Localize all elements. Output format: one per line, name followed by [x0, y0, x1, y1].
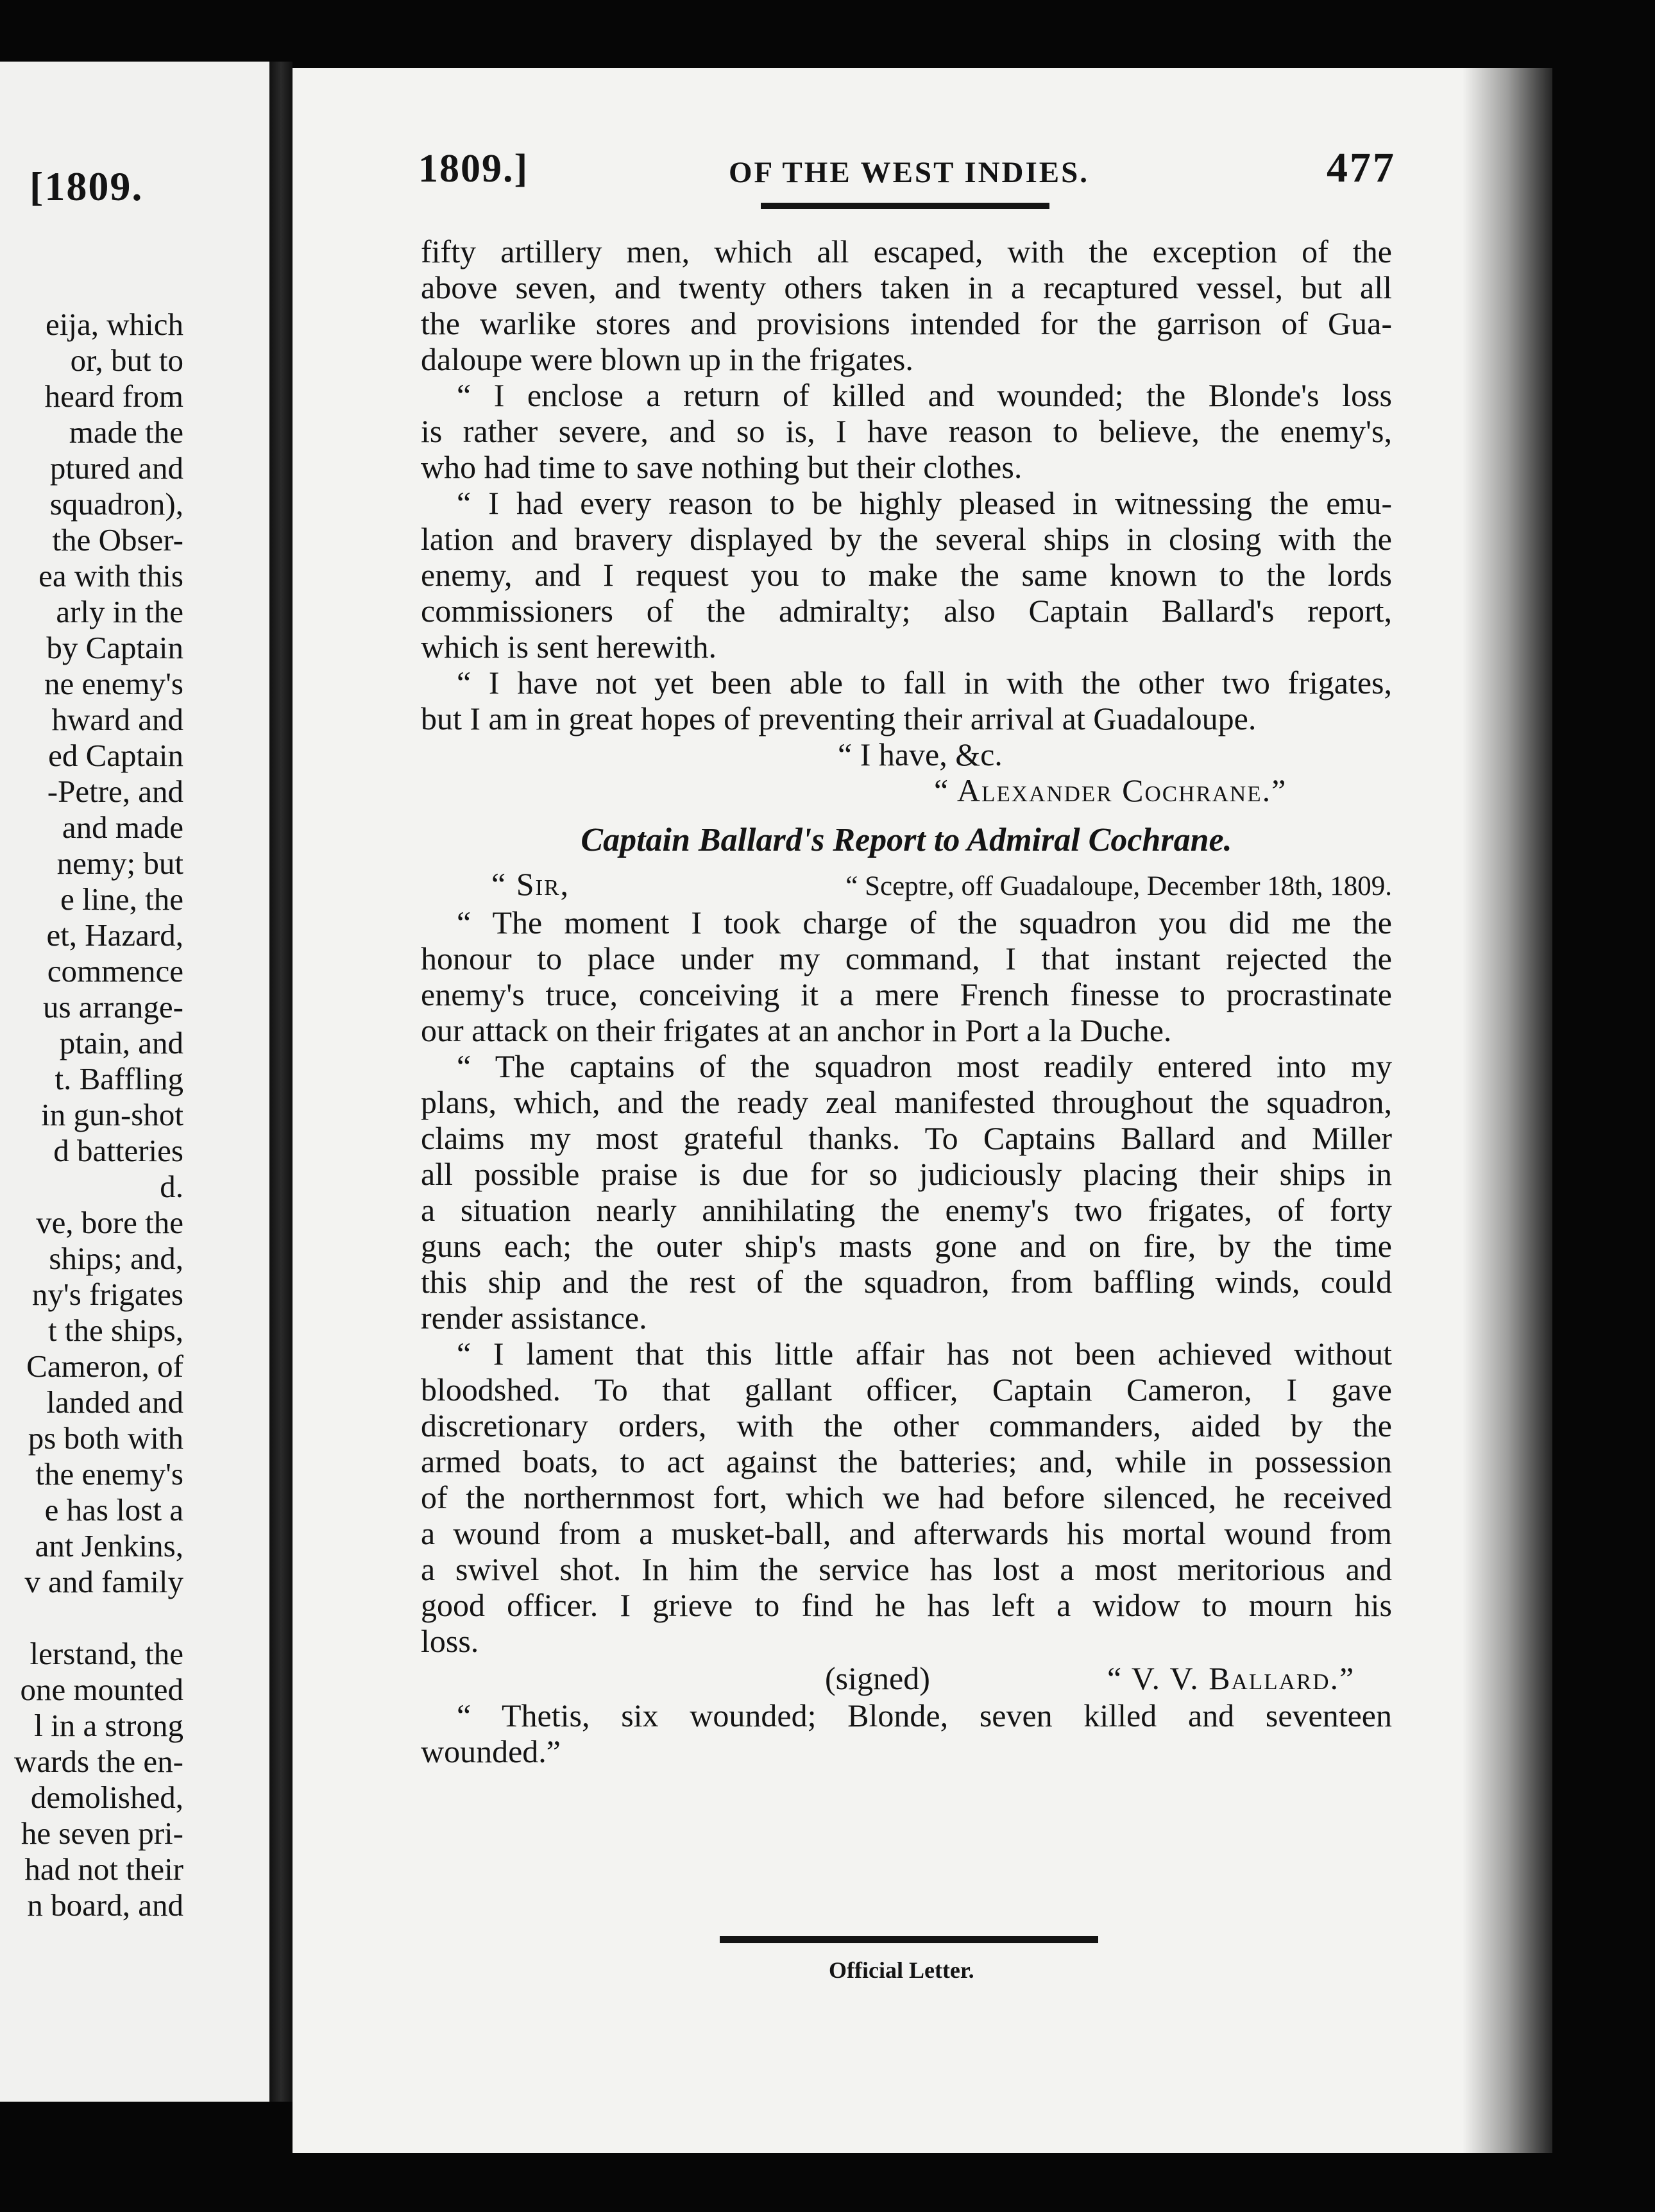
paragraph [421, 485, 1392, 665]
text-line: a situation nearly annihilating the enemy's two frigates, of forty [421, 1192, 1392, 1228]
paragraph [421, 377, 1392, 485]
text-line: by Captain [46, 630, 183, 665]
body-text [421, 234, 1392, 1769]
text-line: enemy, and I request you to make the same known to the lords [421, 557, 1392, 593]
text-line: loss. [421, 1623, 479, 1659]
text-line: honour to place under my command, I that instant rejected the [421, 940, 1392, 976]
text-line: “ Thetis, six wounded; Blonde, seven killed and seventeen [457, 1697, 1392, 1733]
page-edge-shadow [1463, 68, 1552, 2153]
text-line: or, but to [70, 343, 183, 378]
paragraph [421, 1048, 1392, 1336]
text-line: fifty artillery men, which all escaped, with the exception of the [421, 234, 1392, 269]
text-line: armed boats, to act against the batteries; and, while in possession [421, 1443, 1392, 1479]
signature-ballard: “ V. V. Ballard.” [1107, 1660, 1355, 1696]
text-line: heard from [44, 379, 183, 414]
text-line: which is sent herewith. [421, 629, 717, 665]
text-line: this ship and the rest of the squadron, from baffling winds, could [421, 1264, 1392, 1300]
text-line: the enemy's [35, 1456, 183, 1492]
salutation-row [421, 866, 1392, 905]
text-line: nemy; but [56, 846, 183, 881]
text-line: is rather severe, and so is, I have reason to believe, the enemy's, [421, 413, 1392, 449]
text-line: us arrange- [42, 989, 183, 1025]
text-line: “ I have not yet been able to fall in with the other two frigates, [457, 665, 1392, 701]
signed-label: (signed) [825, 1660, 930, 1696]
section-rule [720, 1936, 1098, 1943]
text-line: squadron), [49, 486, 183, 522]
text-line: and made [62, 810, 183, 845]
text-line: our attack on their frigates at an anchor in Port a la Duche. [421, 1012, 1172, 1048]
text-line: plans, which, and the ready zeal manifested throughout the squadron, [421, 1084, 1392, 1120]
text-line: commissioners of the admiralty; also Captain Ballard's report, [421, 593, 1392, 629]
left-page-header: [1809. [30, 164, 144, 209]
text-line: v and family [24, 1564, 183, 1599]
text-line: arly in the [56, 594, 183, 629]
text-line: the Obser- [52, 522, 183, 557]
text-line: e line, the [60, 881, 183, 917]
text-line: bloodshed. To that gallant officer, Captain Cameron, I gave [421, 1372, 1392, 1408]
text-line: Cameron, of [26, 1348, 183, 1384]
text-line: “ I lament that this little affair has not been achieved without [457, 1336, 1392, 1372]
text-line: -Petre, and [47, 774, 183, 809]
text-line: “ I had every reason to be highly pleased in witnessing the emu- [457, 485, 1392, 521]
next-section-label: Official Letter. [829, 1957, 974, 1983]
text-line: l in a strong [34, 1708, 183, 1743]
paragraph [421, 234, 1392, 377]
text-line: landed and [46, 1384, 183, 1420]
text-line: ve, bore the [36, 1205, 183, 1240]
text-line: “ I enclose a return of killed and wounded; the Blonde's loss [457, 377, 1392, 413]
text-line: ships; and, [49, 1241, 183, 1276]
running-title: OF THE WEST INDIES. [729, 156, 1090, 189]
text-line: ptain, and [59, 1025, 183, 1060]
text-line: “ The moment I took charge of the squadron you did me the [457, 905, 1392, 940]
salutation: “ Sir, [491, 866, 570, 902]
text-line: claims my most grateful thanks. To Captains Ballard and Miller [421, 1120, 1392, 1156]
letter-address: “ Sceptre, off Guadaloupe, December 18th, 1809. [845, 871, 1392, 901]
page-number: 477 [1327, 144, 1396, 191]
text-line: demolished, [30, 1780, 183, 1815]
section-heading: Captain Ballard's Report to Admiral Cochrane. [581, 822, 1232, 858]
text-line: of the northernmost fort, which we had before silenced, he received [421, 1479, 1392, 1515]
text-line: “ The captains of the squadron most readily entered into my [457, 1048, 1392, 1084]
text-line: enemy's truce, conceiving it a mere French finesse to procrastinate [421, 976, 1392, 1012]
right-page [293, 68, 1552, 2153]
text-line: wards the en- [14, 1744, 183, 1779]
paragraph [421, 1336, 1392, 1659]
page-year: 1809.] [418, 147, 529, 191]
text-line: e has lost a [44, 1492, 183, 1527]
text-line: a wound from a musket-ball, and afterwards his mortal wound from [421, 1515, 1392, 1551]
letter-closing: “ I have, &c. [838, 736, 1003, 772]
title-rule [761, 203, 1049, 209]
text-line: render assistance. [421, 1300, 647, 1336]
text-line: eija, which [46, 307, 183, 342]
text-line: ny's frigates [31, 1277, 183, 1312]
text-line: ea with this [38, 558, 183, 593]
left-page-text [14, 307, 183, 1923]
text-line: ed Captain [48, 738, 183, 773]
text-line: one mounted [20, 1672, 183, 1707]
text-line: ptured and [49, 450, 183, 486]
text-line: et, Hazard, [46, 917, 183, 953]
text-line: ant Jenkins, [35, 1528, 183, 1563]
left-page [0, 62, 269, 2102]
text-line: hward and [51, 702, 183, 737]
text-line: n board, and [27, 1887, 183, 1923]
text-line: he seven pri- [21, 1816, 183, 1851]
text-line: had not their [24, 1851, 183, 1887]
text-line: discretionary orders, with the other commanders, aided by the [421, 1408, 1392, 1443]
text-line: guns each; the outer ship's masts gone and on fire, by the time [421, 1228, 1392, 1264]
paragraph [421, 665, 1392, 736]
book-gutter [269, 62, 293, 2102]
text-line: a swivel shot. In him the service has lost a most meritorious and [421, 1551, 1392, 1587]
text-line: lerstand, the [30, 1636, 183, 1671]
text-line: but I am in great hopes of preventing their arrival at Guadaloupe. [421, 701, 1257, 736]
text-line: ps both with [28, 1420, 183, 1456]
text-line: daloupe were blown up in the frigates. [421, 341, 913, 377]
paragraph [421, 1697, 1392, 1769]
text-line: lation and bravery displayed by the several ships in closing with the [421, 521, 1392, 557]
text-line: the warlike stores and provisions intended for the garrison of Gua- [421, 305, 1392, 341]
text-line: made the [69, 414, 183, 450]
paragraph [421, 905, 1392, 1048]
signature-cochrane: “ Alexander Cochrane.” [934, 772, 1287, 808]
text-line: who had time to save nothing but their clothes. [421, 449, 1023, 485]
text-line: commence [47, 953, 183, 989]
text-line: ne enemy's [44, 666, 183, 701]
text-line: wounded.” [421, 1733, 561, 1769]
text-line: t the ships, [48, 1313, 183, 1348]
text-line: all possible praise is due for so judiciously placing their ships in [421, 1156, 1392, 1192]
text-line: d. [160, 1169, 183, 1204]
text-line: t. Baffling [55, 1061, 183, 1096]
text-line: above seven, and twenty others taken in a recaptured vessel, but all [421, 269, 1392, 305]
text-line: d batteries [53, 1133, 183, 1168]
text-line: good officer. I grieve to find he has left a widow to mourn his [421, 1587, 1392, 1623]
signature-row [421, 1659, 1392, 1697]
text-line: in gun-shot [41, 1097, 183, 1132]
